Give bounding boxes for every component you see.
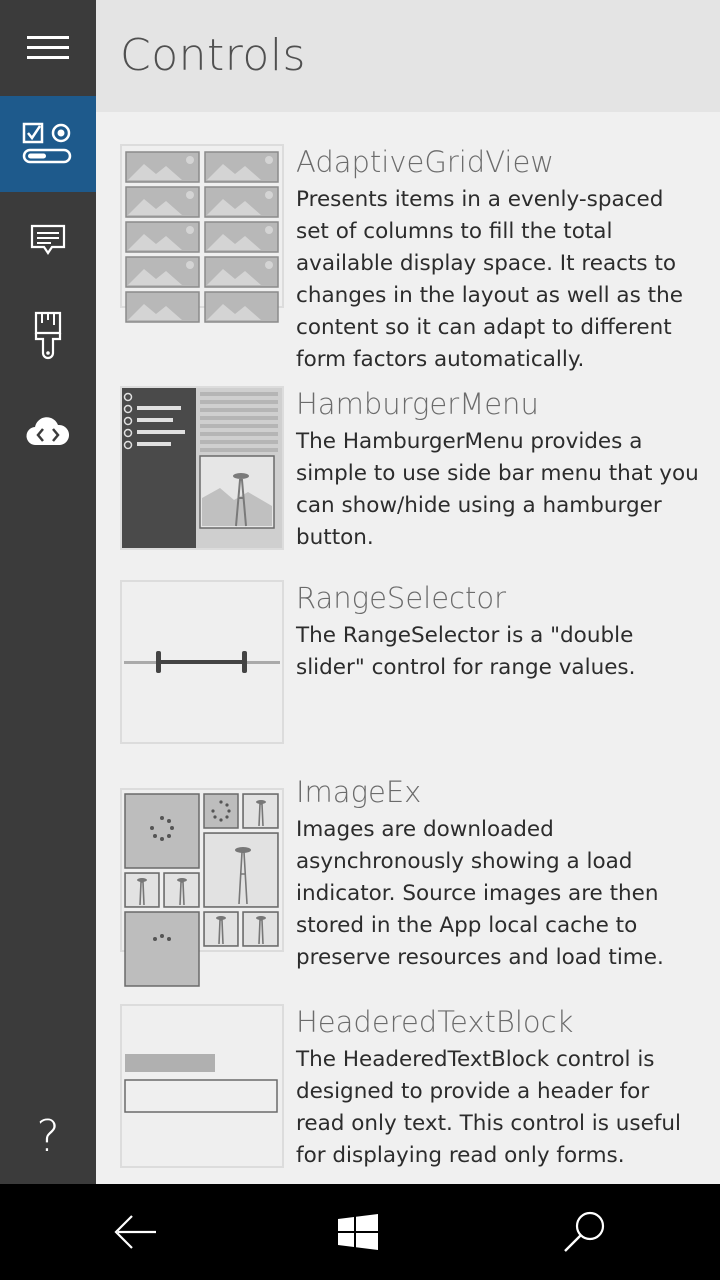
- list-item-headered-text-block[interactable]: [120, 1004, 700, 1184]
- list-item-hamburger-menu[interactable]: [120, 386, 700, 556]
- page-header: [96, 0, 720, 112]
- back-button[interactable]: [76, 1184, 196, 1280]
- start-button[interactable]: [298, 1184, 418, 1280]
- item-title: RangeSelector: [296, 581, 507, 615]
- main-content: [96, 0, 720, 1184]
- hamburger-button[interactable]: [0, 0, 96, 96]
- sidebar-item-messages[interactable]: [0, 192, 96, 288]
- sidebar: [0, 0, 96, 1184]
- page-title: Controls: [120, 30, 306, 81]
- message-icon: [30, 224, 66, 256]
- item-description: The HamburgerMenu provides a simple to use side bar menu that you can show/hide using a hamburger button.: [296, 429, 699, 550]
- hamburger-icon: [27, 34, 69, 62]
- system-nav-bar: [0, 1184, 720, 1280]
- search-button[interactable]: [524, 1184, 644, 1280]
- brush-icon: [33, 311, 63, 361]
- sidebar-item-brushes[interactable]: [0, 288, 96, 384]
- item-description: The RangeSelector is a "double slider" control for range values.: [296, 623, 636, 680]
- headered-text-block-thumbnail: [120, 1004, 284, 1168]
- search-icon: [562, 1210, 606, 1254]
- hamburger-menu-thumbnail: [120, 386, 284, 550]
- item-title: HamburgerMenu: [296, 387, 539, 421]
- controls-icon: [22, 122, 74, 166]
- help-button[interactable]: [0, 1088, 96, 1184]
- cloud-code-icon: [26, 417, 70, 447]
- list-item-adaptive-grid-view[interactable]: [120, 144, 700, 372]
- item-description: The HeaderedTextBlock control is designed to provide a header for read only text. This control is useful for displaying read only forms.: [296, 1047, 682, 1168]
- list-item-range-selector[interactable]: [120, 580, 700, 744]
- sidebar-item-controls[interactable]: [0, 96, 96, 192]
- sidebar-item-services[interactable]: [0, 384, 96, 480]
- item-title: HeaderedTextBlock: [296, 1005, 574, 1039]
- image-ex-thumbnail: [120, 788, 284, 952]
- list-item-image-ex[interactable]: [120, 774, 700, 974]
- item-title: ImageEx: [296, 775, 422, 809]
- item-description: Images are downloaded asynchronously showing a load indicator. Source images are then stored in the App local cache to preserve resources and load time.: [296, 817, 664, 970]
- help-icon: ?: [36, 1110, 60, 1162]
- windows-logo-icon: [338, 1214, 378, 1250]
- adaptive-grid-view-thumbnail: [120, 144, 284, 308]
- item-title: AdaptiveGridView: [296, 145, 555, 179]
- back-arrow-icon: [114, 1214, 158, 1250]
- range-selector-thumbnail: [120, 580, 284, 744]
- item-description: Presents items in a evenly-spaced set of columns to fill the total available display space. It reacts to changes in the layout as well as the content so it can adapt to different form factors automatically.: [296, 187, 683, 372]
